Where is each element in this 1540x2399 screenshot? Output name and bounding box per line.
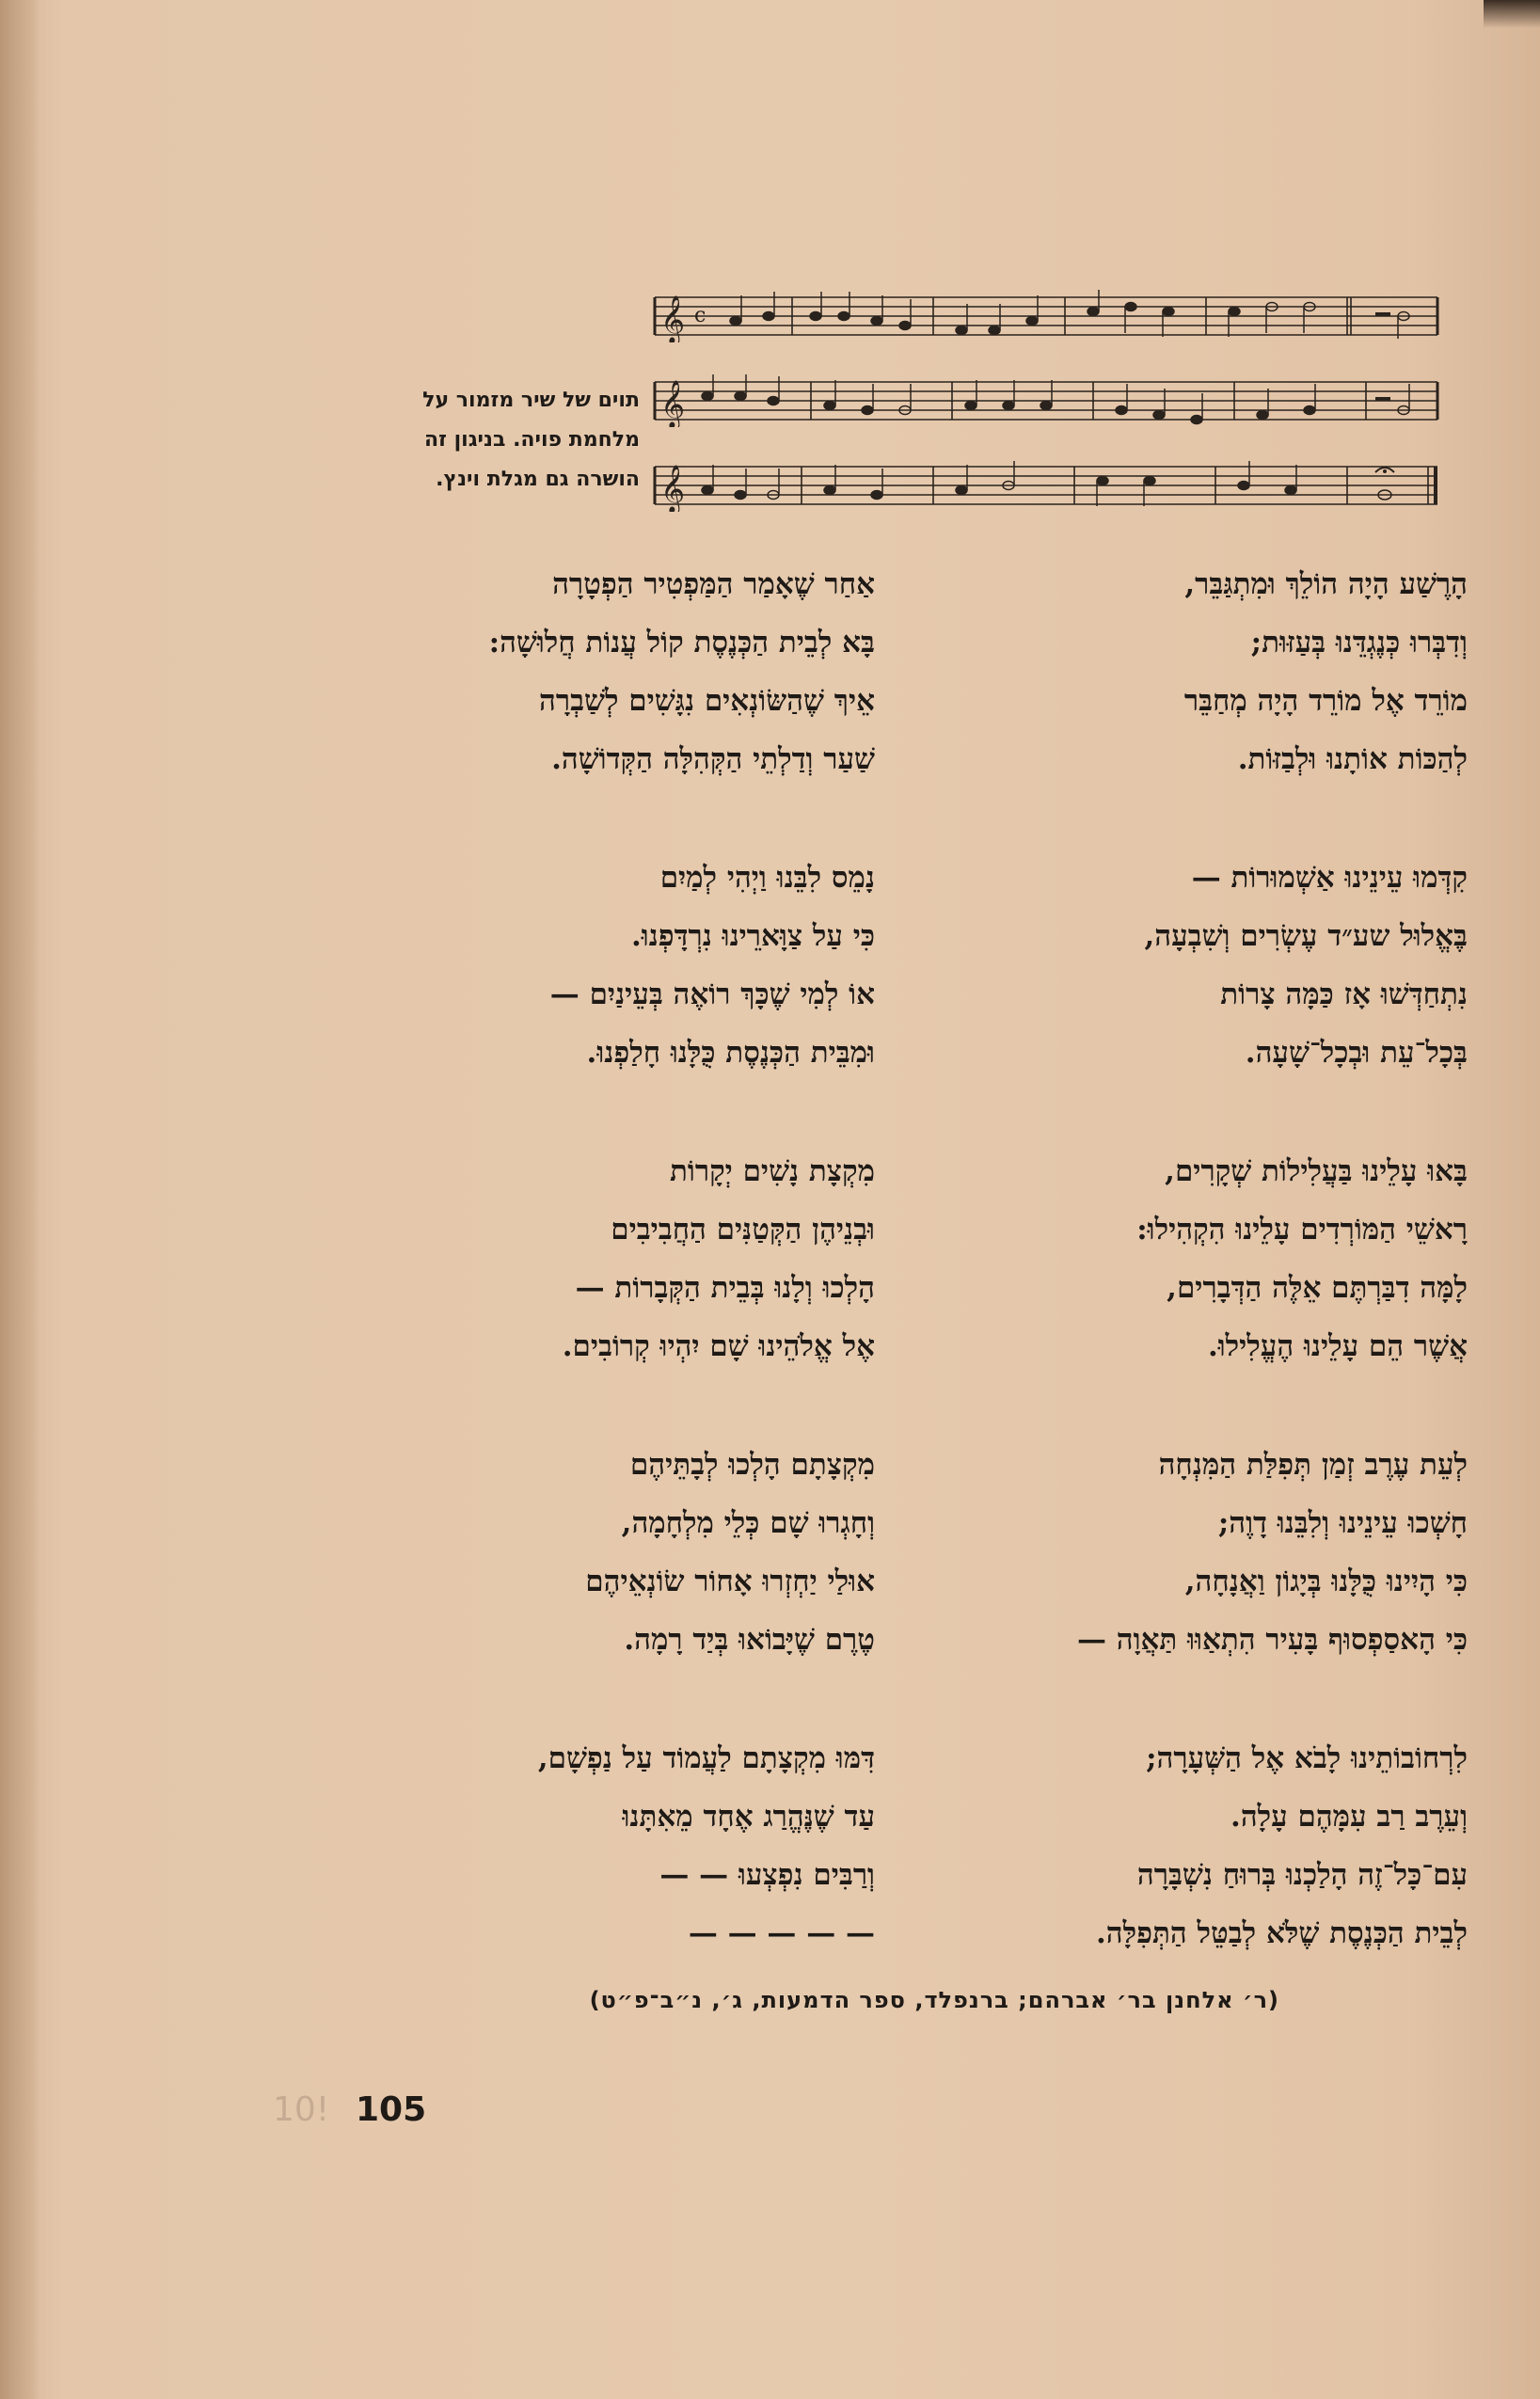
poem-column-left (310, 555, 875, 2023)
stanza (310, 849, 875, 1082)
page-edge-shadow (1484, 0, 1540, 28)
poem-line: לְבֵית הַכְּנֶסֶת שֶׁלֹּא לְבַטֵּל הַתְּפִלָּה. (1096, 1916, 1468, 1950)
poem-line: כִּי עַל צַוָּארֵינוּ נִרְדָּפְנוּ. (630, 919, 875, 953)
tune-caption-line-2: מלחמת פויה. בניגון זה (424, 428, 640, 452)
poem-column-right (941, 555, 1468, 2023)
stanza (941, 849, 1468, 1082)
poem-line: כִּי הָיִינוּ כֻּלָּנוּ בְּיָגוֹן וַאֲנָחָה, (1184, 1565, 1468, 1598)
poem-line: מִקְצָת נָשִׁים יְקָרוֹת (670, 1154, 875, 1188)
svg-text:𝄞: 𝄞 (660, 295, 686, 342)
poem-line: עַד שֶׁנֶּהֱרַג אֶחָד מֵאִתָּנוּ (622, 1800, 875, 1834)
poem-line: בֶּאֱלוּל שע״ד עֶשְׂרִים וְשִׁבְעָה, (1144, 919, 1468, 953)
poem-line: אוּלַי יַחְזְרוּ אָחוֹר שׂוֹנְאֵיהֶם (585, 1565, 875, 1598)
poem-line: אֵיךְ שֶׁהַשּׂוֹנְאִים נִגָּשִׁים לְשַׁבְרָה (539, 684, 875, 718)
svg-text:𝄞: 𝄞 (660, 465, 686, 512)
tune-caption-line-3: הושרה גם מגלת וינץ. (436, 468, 640, 491)
poem-line: אֲשֶׁר הֵם עָלֵינוּ הֶעֱלִילוּ. (1207, 1329, 1468, 1363)
poem-line: וְדִבְּרוּ כְּנֶגְדֵּנוּ בְּעַזּוּת; (1250, 626, 1468, 659)
stanza (941, 555, 1468, 788)
poem-line: אוֹ לְמִי שֶׁכָּךְ רוֹאֶה בְּעֵינַיִם — (549, 977, 875, 1011)
poem-line: — — — — — (688, 1916, 875, 1950)
stanza (941, 1142, 1468, 1375)
poem-line: בָּאוּ עָלֵינוּ בַּעֲלִילוֹת שְׁקָרִים, (1165, 1154, 1468, 1188)
poem-line: וּמִבֵּית הַכְּנֶסֶת כֻּלָּנוּ חָלַפְנוּ. (586, 1036, 875, 1070)
poem-line: וְחָגְרוּ שָׁם כְּלֵי מִלְחָמָה, (621, 1506, 875, 1540)
poem-line: טֶרֶם שֶׁיָּבוֹאוּ בְּיַד רָמָה. (624, 1623, 875, 1657)
poem-line: נִתְחַדְּשׁוּ אָז כַּמָּה צָרוֹת (1220, 977, 1468, 1011)
book-gutter (0, 0, 40, 2399)
tune-caption-line-1: תוים של שיר מזמור על (422, 389, 640, 412)
poem-line: חָשְׁכוּ עֵינֵינוּ וְלִבֵּנוּ דָוֶה; (1217, 1506, 1468, 1540)
poem-line: כִּי הָאסַפְסוּף בָּעִיר הִתְאַוּוּ תַּאֲוָה — (1076, 1623, 1468, 1657)
poem-line: בְּכָל־עֵת וּבְכָל־שָׁעָה. (1245, 1036, 1468, 1070)
stanza (310, 1436, 875, 1669)
stanza (941, 1729, 1468, 1962)
staff-1-svg (651, 290, 1441, 342)
tune-caption (339, 381, 640, 500)
poem-line: לְעֵת עֶרֶב זְמַן תְּפִלַּת הַמִּנְחָה (1158, 1448, 1468, 1482)
poem-line: קִדְּמוּ עֵינֵינוּ אַשְׁמוּרוֹת — (1191, 861, 1468, 895)
stanza (310, 1142, 875, 1375)
poem-line: נָמֵס לִבֵּנוּ וַיְהִי לְמַיִם (659, 861, 875, 895)
faded-stamp: 10! (273, 2090, 330, 2129)
poem-line: וְרַבִּים נִפְצְעוּ — — (659, 1858, 875, 1892)
stanza (310, 1729, 875, 1962)
music-staff-3 (651, 459, 1441, 512)
poem-line: לִרְחוֹבוֹתֵינוּ לָבֹא אֶל הַשְּׁעָרָה; (1146, 1741, 1468, 1775)
page-number: 105 (356, 2090, 427, 2129)
source-citation: (ר׳ אלחנן בר׳ אברהם; ברנפלד, ספר הדמעות, ג׳, נ״ב־פ״ט) (589, 1987, 1279, 2013)
svg-text:𝄞: 𝄞 (660, 380, 686, 427)
music-staff-1 (651, 290, 1441, 342)
poem-line: לְהַכּוֹת אוֹתָנוּ וּלְבַזּוֹת. (1237, 742, 1468, 776)
poem-line: אֶל אֱלֹהֵינוּ שָׁם יִהְיוּ קְרוֹבִים. (562, 1329, 875, 1363)
staff-2-svg (651, 374, 1441, 427)
music-staff-2 (651, 374, 1441, 427)
stanza (941, 1436, 1468, 1669)
poem-line: מִקְצָתָם הָלְכוּ לְבָתֵּיהֶם (629, 1448, 875, 1482)
svg-text:c: c (694, 304, 706, 327)
poem-line: רָאשֵׁי הַמּוֹרְדִים עָלֵינוּ הִקְהִילוּ: (1136, 1213, 1468, 1247)
poem-line: עִם־כָּל־זֶה הָלַכְנוּ בְּרוּחַ נִשְׁבָּרָה (1136, 1858, 1468, 1892)
poem-line: הָרֶשַׁע הָיָה הוֹלֵךְ וּמִתְגַּבֵּר, (1184, 567, 1468, 601)
stanza (310, 555, 875, 788)
poem-line: שַׁעַר וְדַלְתֵי הַקְּהִלָּה הַקְּדוֹשָׁה. (551, 742, 875, 776)
poem-line: מוֹרֵד אֶל מוֹרֵד הָיָה מְחַבֵּר (1183, 684, 1468, 718)
poem-line: לָמָּה דִבַּרְתֶּם אֵלֶּה הַדְּבָרִים, (1167, 1271, 1468, 1305)
poem-line: וּבְנֵיהֶן הַקְּטַנִּים הַחֲבִיבִים (611, 1213, 875, 1247)
poem-line: בָּא לְבֵית הַכְּנֶסֶת קוֹל עֲנוֹת חֲלוּשָׁה: (488, 626, 875, 659)
poem-line: הָלְכוּ וְלָנוּ בְּבֵית הַקְּבָרוֹת — (575, 1271, 875, 1305)
staff-3-svg (651, 459, 1441, 512)
poem-line: דִּמּוּ מִקְצָתָם לַעֲמוֹד עַל נַפְשָׁם, (537, 1741, 875, 1775)
poem-line: וְעֵרֶב רַב עִמָּהֶם עָלָה. (1230, 1800, 1468, 1834)
poem-line: אַחַר שֶׁאָמַר הַמַּפְטִיר הַפְטָרָה (552, 567, 875, 601)
